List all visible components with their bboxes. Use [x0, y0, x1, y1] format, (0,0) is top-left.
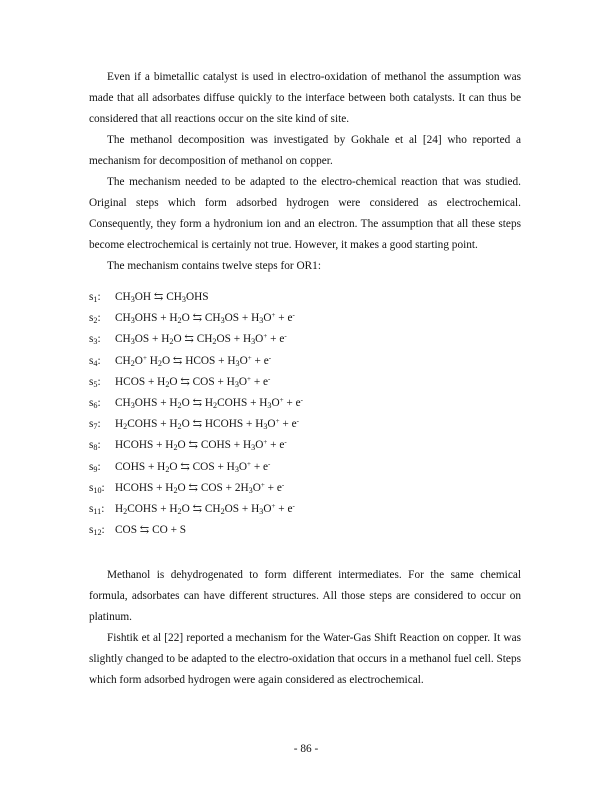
step-label: $s_1$: — [89, 291, 101, 305]
step-equation: $CH_3OHS + H_2O$ ⇆ $H_2COHS + H_3O^+ + e^-$ — [115, 396, 303, 411]
step-label: $s_7$: — [89, 418, 101, 432]
reaction-step — [89, 329, 521, 350]
paragraph-bimetallic: Even if a bimetallic catalyst is used in electro-oxidation of methanol the assumption was made that all adsorbates diffuse quickly to the interface between both catalysts. It can thus be considered that all reactions occur on the site kind of site. — [89, 71, 521, 125]
step-label: $s_8$: — [89, 439, 101, 453]
reaction-step — [89, 478, 521, 499]
reaction-step — [89, 393, 521, 414]
step-equation: $H_2COHS + H_2O$ ⇆ $CH_2OS + H_3O^+ + e^-$ — [115, 502, 295, 517]
step-equation: $H_2COHS + H_2O$ ⇆ HCOHS + $H_3O^+ + e^-$ — [115, 417, 299, 432]
step-label: $s_{12}$: — [89, 524, 105, 538]
reaction-step — [89, 308, 521, 329]
reaction-step — [89, 372, 521, 393]
step-equation: HCOS + $H_2O$ ⇆ COS + $H_3O^+ + e^-$ — [115, 374, 271, 389]
step-equation: $CH_3OH$ ⇆ $CH_3OHS$ — [115, 291, 209, 305]
reaction-step — [89, 435, 521, 456]
paragraph-mechanism-adapted: The mechanism needed to be adapted to the electro-chemical reaction that was studied. Original steps which form adsorbed hydrogen were considered as electrochemical. Consequently, they form a hydronium ion and an electron. The assumption that all these steps become electrochemical is certainly not true. However, it makes a good starting point. — [89, 176, 521, 251]
reaction-step — [89, 457, 521, 478]
step-label: $s_9$: — [89, 460, 101, 474]
paragraph-dehydrogenated: Methanol is dehydrogenated to form different intermediates. For the same chemical formula, adsorbates can have different structures. All those steps are considered to occur on platinum. — [89, 569, 521, 624]
reaction-steps-list — [89, 287, 521, 541]
paragraph-fishtik: Fishtik et al [22] reported a mechanism for the Water-Gas Shift Reaction on copper. It was slightly changed to be adapted to the electro-oxidation that occurs in a methanol fuel cell. Steps which form adsorbed hydrogen were again considered as electrochemical. — [89, 632, 521, 687]
step-equation: $CH_3OHS + H_2O$ ⇆ $CH_3OS + H_3O^+ + e^-$ — [115, 311, 295, 326]
paragraph-gokhale: The methanol decomposition was investigated by Gokhale et al [24] who reported a mechanism for decomposition of methanol on copper. — [89, 134, 521, 167]
step-label: $s_4$: — [89, 354, 101, 368]
paragraph-twelve-steps: The mechanism contains twelve steps for OR1: — [107, 260, 321, 272]
reaction-step — [89, 414, 521, 435]
page-number: - 86 - — [293, 743, 319, 755]
step-label: $s_5$: — [89, 375, 101, 389]
step-label: $s_{10}$: — [89, 481, 105, 495]
step-label: $s_6$: — [89, 397, 101, 411]
step-equation: COHS + $H_2O$ ⇆ COS + $H_3O^+ + e^-$ — [115, 459, 271, 474]
step-equation: $CH_3OS + H_2O$ ⇆ $CH_2OS + H_3O^+ + e^-$ — [115, 332, 287, 347]
step-equation: COS ⇆ CO + S — [115, 524, 187, 537]
step-equation: HCOHS + $H_2O$ ⇆ COHS + $H_3O^+ + e^-$ — [115, 438, 287, 453]
reaction-step — [89, 499, 521, 520]
step-label: $s_3$: — [89, 333, 101, 347]
step-equation: HCOHS + $H_2O$ ⇆ COS + $2H_3O^+ + e^-$ — [115, 480, 285, 495]
step-equation: $CH_2O^+$ $H_2O$ ⇆ HCOS + $H_3O^+ + e^-$ — [115, 353, 272, 368]
reaction-step — [89, 520, 521, 541]
document-page — [89, 67, 521, 691]
step-label: $s_{11}$: — [89, 503, 105, 517]
step-label: $s_2$: — [89, 312, 101, 326]
reaction-step — [89, 351, 521, 372]
reaction-step — [89, 287, 521, 308]
